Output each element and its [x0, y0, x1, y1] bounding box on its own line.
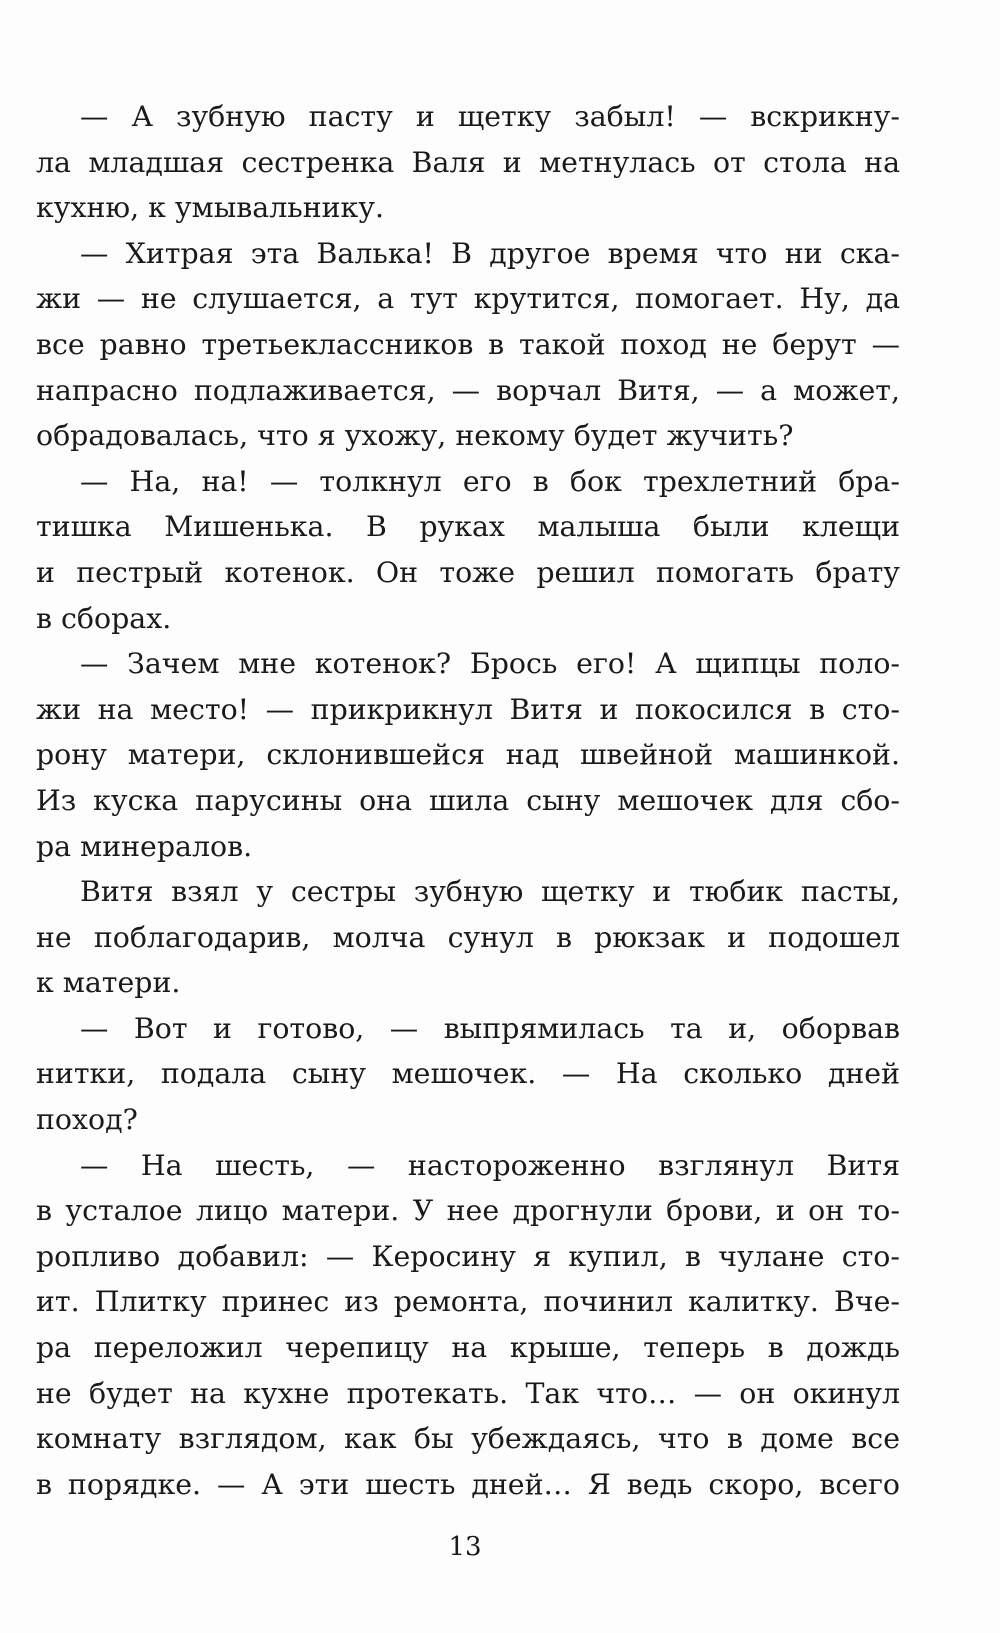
text-line: и пестрый котенок. Он тоже решил помогать брату [36, 555, 900, 589]
text-line: в порядке. — А эти шесть дней… Я ведь скоро, всего [36, 1467, 900, 1501]
text-line: — Вот и готово, — выпрямилась та и, оборвав [80, 1011, 900, 1045]
text-line: ропливо добавил: — Керосину я купил, в чулане сто- [36, 1239, 900, 1273]
text-line: поход? [36, 1103, 138, 1137]
text-line: ит. Плитку принес из ремонта, починил калитку. Вче- [36, 1285, 900, 1319]
text-line: в усталое лицо матери. У нее дрогнули брови, и он то- [36, 1194, 900, 1228]
page-number: 13 [448, 1532, 482, 1562]
text-line: напрасно подлаживается, — ворчал Витя, — а может, [36, 373, 900, 407]
text-line: — А зубную пасту и щетку забыл! — вскрикну- [80, 100, 900, 133]
text-line: ла младшая сестренка Валя и метнулась от стола на [36, 145, 900, 179]
text-line: кухню, к умывальнику. [36, 191, 385, 225]
text-line: — На, на! — толкнул его в бок трехлетний бра- [80, 464, 900, 498]
text-line: обрадовалась, что я ухожу, некому будет жучить? [36, 419, 794, 453]
text-line: жи — не слушается, а тут крутится, помогает. Ну, да [36, 282, 900, 316]
text-line: нитки, подала сыну мешочек. — На сколько дней [36, 1057, 900, 1091]
text-line: рону матери, склонившейся над швейной машинкой. [36, 738, 900, 772]
text-line: к матери. [36, 966, 181, 1000]
text-line: тишка Мишенька. В руках малыша были клещи [36, 510, 900, 544]
text-line: — Зачем мне котенок? Брось его! А щипцы поло- [80, 647, 900, 681]
text-line: в сборах. [36, 601, 172, 635]
text-line: комнату взглядом, как бы убеждаясь, что в доме все [36, 1422, 900, 1456]
text-line: — Хитрая эта Валька! В другое время что ни ска- [80, 236, 900, 270]
text-line: не поблагодарив, молча сунул в рюкзак и подошел [36, 920, 900, 954]
text-line: — На шесть, — настороженно взглянул Витя [80, 1148, 900, 1182]
text-line: жи на место! — прикрикнул Витя и покосился в сто- [36, 692, 900, 726]
text-line: не будет на кухне протекать. Так что… — он окинул [36, 1376, 900, 1410]
text-line: Витя взял у сестры зубную щетку и тюбик пасты, [80, 875, 900, 909]
text-line: ра переложил черепицу на крыше, теперь в дождь [36, 1331, 900, 1365]
body-text [36, 94, 900, 1507]
text-line: все равно третьеклассников в такой поход не берут — [36, 327, 900, 361]
text-line: Из куска парусины она шила сыну мешочек для сбо- [36, 783, 900, 817]
text-line: ра минералов. [36, 829, 253, 863]
